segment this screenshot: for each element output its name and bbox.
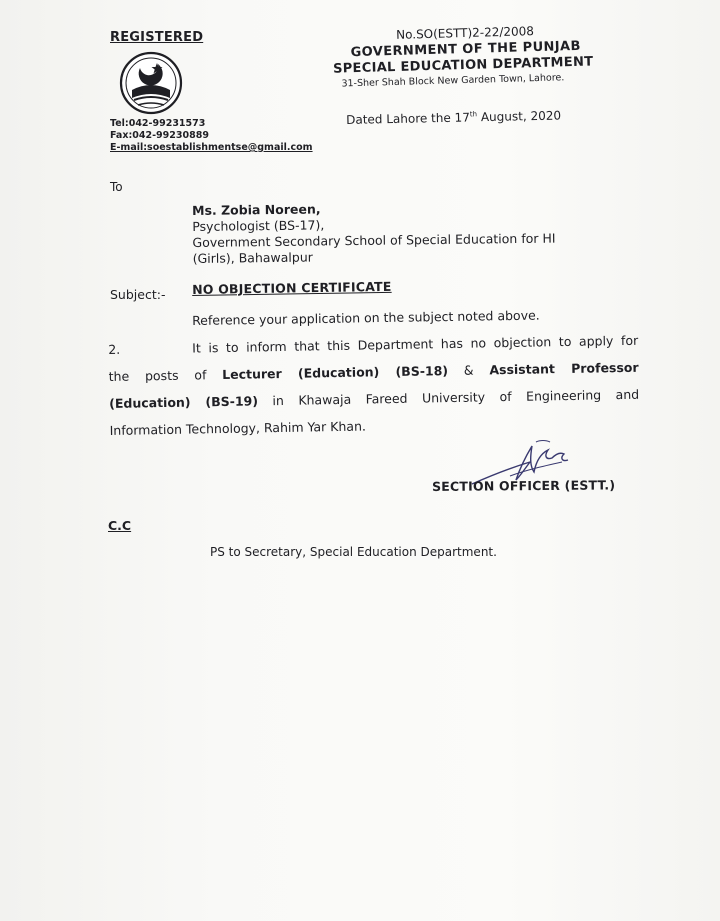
fax-number: Fax:042-99230889	[110, 130, 209, 141]
section-officer-title: SECTION OFFICER (ESTT.)	[432, 477, 616, 494]
body-line-3: (Education) (BS-19) in Khawaja Fareed University of Engineering and	[109, 386, 640, 411]
cc-recipient: PS to Secretary, Special Education Department.	[210, 545, 497, 559]
recipient-school-line1: Government Secondary School of Special Education for HI	[192, 230, 556, 250]
recipient-designation: Psychologist (BS-17),	[192, 217, 325, 234]
recipient-school-line2: (Girls), Bahawalpur	[192, 249, 313, 266]
paragraph-number: 2.	[108, 341, 121, 357]
department-title: SPECIAL EDUCATION DEPARTMENT	[332, 54, 594, 77]
cc-label: C.C	[108, 518, 132, 533]
letter-date: Dated Lahore the 17th August, 2020	[346, 108, 562, 127]
reference-number: No.SO(ESTT)2-22/2008	[395, 24, 535, 42]
body-line-2: the posts of Lecturer (Education) (BS-18) & Assistant Professor	[108, 359, 639, 384]
subject-label: Subject:-	[110, 287, 166, 302]
to-label: To	[110, 180, 123, 194]
punjab-government-emblem-icon	[118, 50, 184, 116]
reference-line: Reference your application on the subject noted above.	[192, 307, 540, 328]
registered-label: REGISTERED	[110, 30, 204, 45]
subject-text: NO OBJECTION CERTIFICATE	[192, 278, 392, 297]
email-address: E-mail:soestablishmentse@gmail.com	[110, 142, 313, 153]
body-line-4: Information Technology, Rahim Yar Khan.	[109, 418, 367, 438]
recipient-address	[192, 199, 556, 267]
letterhead-header	[322, 22, 594, 90]
body-paragraph	[108, 327, 640, 444]
recipient-name: Ms. Zobia Noreen,	[192, 201, 321, 218]
telephone-number: Tel:042-99231573	[110, 118, 206, 129]
department-address: 31-Sher Shah Block New Garden Town, Lahore.	[341, 72, 565, 90]
government-title: GOVERNMENT OF THE PUNJAB	[350, 38, 582, 61]
body-line-1: 2. It is to inform that this Department has no objection to apply for	[108, 327, 638, 363]
